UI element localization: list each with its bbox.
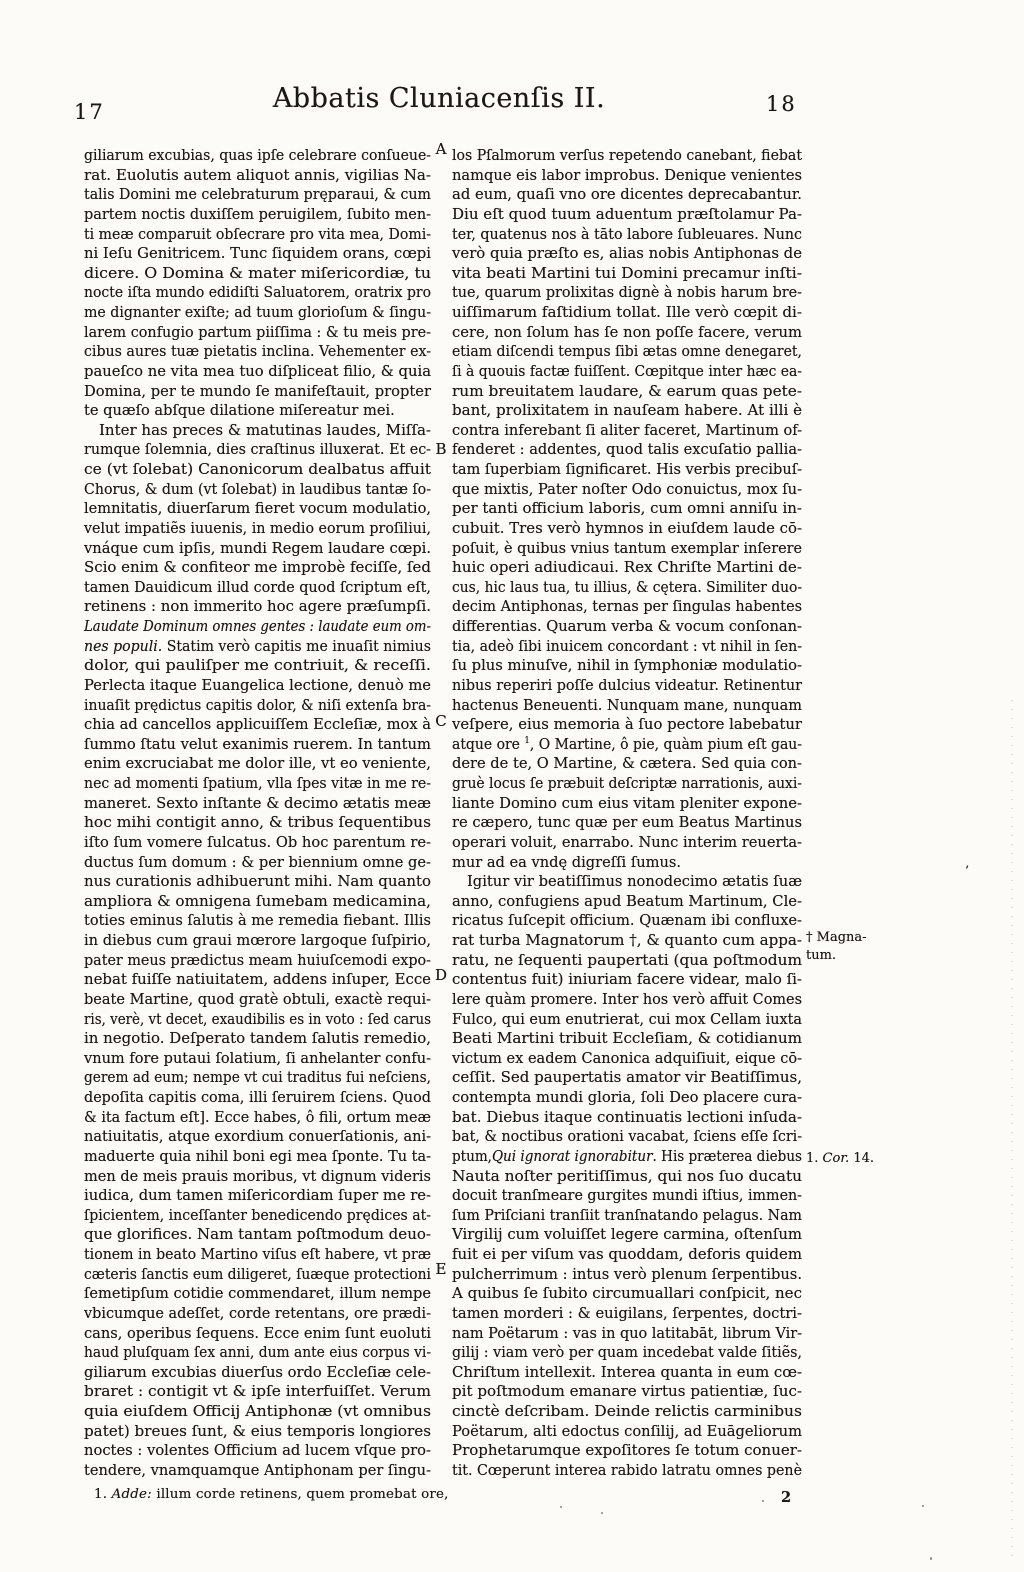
text-line: tit. Cœperunt interea rabido latratu omnes penè: [452, 1461, 802, 1479]
text-line: Poëtarum, alti edoctus conſilij, ad Euāgeliorum: [452, 1422, 802, 1440]
text-line: bat, & noctibus orationi vacabat, ſciens eſſe ſcri-: [452, 1128, 802, 1146]
text-line: fenderet : addentes, quod talis excuſatio pallia-: [452, 441, 802, 459]
text-line: huic operi adiudicaui. Rex Chriſte Martini de-: [452, 559, 802, 577]
footnote: 1. Adde: illum corde retinens, quem promebat ore,: [94, 1487, 449, 1502]
text-line: me dignanter exiſte; ad tuum glorioſum & ſingu-: [84, 304, 431, 321]
text-line: Prophetarumque expoſitores ſe totum conuer-: [452, 1442, 802, 1460]
text-line: ampliora & omnigena ſumebam medicamina,: [84, 892, 432, 910]
text-line: cinctè deſcribam. Deinde relictis carminibus: [452, 1403, 802, 1420]
text-line: in negotio. Deſperato tandem ſalutis remedio,: [84, 1030, 431, 1048]
text-line: differentias. Quarum verba & vocum conſonan-: [452, 618, 802, 635]
signature-mark: 2: [781, 1489, 792, 1506]
text-line: contempta mundi gloria, ſoli Deo placere cura-: [452, 1089, 802, 1106]
text-line: rat turba Magnatorum †, & quanto cum appa-: [452, 932, 802, 949]
text-line: inuaſit prędictus capitis dolor, & niſi extenſa bra-: [84, 696, 431, 714]
text-line: Domina, per te mundo ſe manifeſtauit, propter: [84, 382, 431, 400]
text-line: liante Domino cum eius vitam pleniter expone-: [452, 794, 802, 812]
text-line: los Pſalmorum verſus repetendo canebant, fiebat: [452, 147, 802, 164]
text-line: vita beati Martini tui Domini precamur inſti-: [452, 264, 802, 282]
text-line: ceſſit. Sed paupertatis amator vir Beatiſſimus,: [452, 1069, 802, 1087]
text-line: nocte iſta mundo edidiſti Saluatorem, oratrix pro: [84, 284, 431, 302]
text-line: bat. Diebus itaque continuatis lectioni inſuda-: [452, 1108, 802, 1126]
text-line: Fulco, qui eum enutrierat, cui mox Cellam iuxta: [452, 1010, 802, 1028]
text-line: A quibus ſe ſubito circumuallari conſpicit, nec: [452, 1285, 802, 1303]
text-line: pater meus prædictus meam huiuſcemodi expo-: [84, 951, 431, 969]
text-line: tam ſuperbiam ſignificaret. His verbis precibuſ-: [452, 461, 802, 478]
text-line: bant, prolixitatem in nauſeam habere. At illi è: [452, 402, 802, 420]
column-marker-B: B: [435, 440, 447, 458]
text-line: nus curationis adhibuerunt mihi. Nam quanto: [84, 873, 431, 891]
text-line: poſuit, è quibus vnius tantum exemplar inſerere: [452, 539, 802, 557]
scan-speck: [762, 1500, 764, 1502]
text-line: victum ex eadem Canonica adquiſiuit, eique cō-: [452, 1049, 802, 1067]
text-line: ſum Priſciani tranſiit tranſnatando pelagus. Nam: [452, 1206, 802, 1224]
text-line: namque eis labor improbus. Denique venientes: [452, 166, 802, 184]
text-line: dere de te, O Martine, & cætera. Sed quia con-: [452, 755, 802, 773]
text-line: ris, verè, vt decet, exaudibilis es in voto : ſed carus: [84, 1010, 431, 1028]
text-line: hoc mihi contigit anno, & tribus ſequentibus: [84, 814, 432, 832]
text-line: contra inferebant ſi aliter faceret, Martinum of-: [452, 421, 802, 439]
page-number-right: 18: [766, 92, 797, 116]
text-line: Diu eſt quod tuum aduentum præſtolamur Pa-: [452, 205, 802, 223]
text-line: cere, non ſolum has ſe non poſſe facere, verum: [452, 323, 802, 341]
scan-speck: [560, 1506, 562, 1508]
text-line: ſpicientem, inceſſanter benedicendo prędices at-: [84, 1206, 431, 1224]
text-line: tendere, vnamquamque Antiphonam per ſingu-: [84, 1461, 431, 1479]
text-line: iſto ſum vomere ſulcatus. Ob hoc parentum re-: [84, 833, 431, 851]
text-line: veſpere, eius memoria à ſuo pectore labebatur: [452, 716, 802, 734]
scan-edge-artifact: [1011, 700, 1013, 1560]
text-line: que mixtis, Pater noſter Odo conuictus, mox ſu-: [452, 480, 802, 498]
text-line: rumque ſolemnia, dies craſtinus illuxerat. Et ec-: [84, 441, 431, 459]
text-line: Perlecta itaque Euangelica lectione, denuò me: [84, 676, 431, 694]
text-line: nec ad momenti ſpatium, vlla ſpes vitæ in me re-: [84, 775, 431, 792]
text-line: gilij : viam verò per quam incedebat valde ſitiẽs,: [452, 1344, 802, 1362]
text-line: gruè locus ſe præbuit deſcriptæ narrationis, auxi-: [452, 775, 802, 792]
margin-note: tum.: [806, 948, 837, 963]
text-line: tue, quarum prolixitas dignè à nobis harum bre-: [452, 284, 802, 302]
text-line: retinens : non immerito hoc agere præſumpſi.: [84, 598, 431, 616]
text-line: beate Martine, quod gratè obtuli, exactè requi-: [84, 990, 431, 1008]
text-line: pulcherrimum : intus verò plenum ſerpentibus.: [452, 1265, 802, 1283]
running-title: Abbatis Cluniacenſis II.: [272, 83, 606, 114]
margin-note: 1. Cor. 14.: [806, 1151, 875, 1166]
text-line: larem confugio partum piiſſima : & tu meis pre-: [84, 323, 431, 341]
text-line: maneret. Sexto inſtante & decimo ætatis meæ: [84, 794, 432, 812]
text-line: maduerte quia nihil boni egi mea ſponte. Tu ta-: [84, 1147, 431, 1165]
text-line: Chorus, & dum (vt ſolebat) in laudibus tantæ ſo-: [84, 480, 431, 498]
text-line: giliarum excubias diuerſus ordo Eccleſiæ cele-: [84, 1363, 431, 1381]
text-line: anno, confugiens apud Beatum Martinum, Cle-: [452, 892, 802, 910]
text-line: nebat fuiſſe natiuitatem, addens inſuper, Ecce: [84, 971, 432, 989]
text-line: dicere. O Domina & mater miſericordiæ, tu: [84, 264, 431, 282]
text-line: natiuitatis, atque exordium conuerſationis, ani-: [84, 1128, 431, 1146]
text-line: ni Ieſu Genitricem. Tunc ſiquidem orans, cœpi: [84, 245, 431, 263]
text-line: Virgilij cum voluiſſet legere carmina, oſtenſum: [452, 1226, 802, 1244]
right-text-column: [452, 146, 802, 1481]
text-line: uiſſimarum faſtidium tollat. Ille verò cœpit di-: [452, 304, 802, 321]
text-line: que glorifices. Nam tantam poſtmodum deuo-: [84, 1226, 432, 1244]
text-line: cæteris ſanctis eum diligeret, ſuæque protectioni: [84, 1265, 431, 1283]
text-line: mur ad ea vndę digreſſi ſumus.: [452, 853, 682, 871]
text-line: enim excruciabat me dolor ille, vt eo veniente,: [84, 755, 431, 773]
text-line: iudica, dum tamen miſericordiam ſuper me re-: [84, 1187, 431, 1205]
scan-speck: [922, 1505, 924, 1507]
text-line: Nauta noſter peritiſſimus, qui nos ſuo ducatu: [452, 1167, 802, 1185]
text-line: talis Domini me celebraturum pręparaui, & cum: [84, 186, 431, 204]
text-line: ſu plus minuſve, nihil in ſymphoniæ modulatio-: [452, 657, 802, 675]
text-line: depoſita capitis coma, illi ſeruirem ſciens. Quod: [84, 1089, 431, 1106]
column-marker-E: E: [435, 1260, 447, 1278]
text-line: nam Poëtarum : vas in quo latitabāt, librum Vir-: [452, 1324, 802, 1342]
text-line: chia ad cancellos applicuiſſem Eccleſiæ, mox à: [84, 716, 431, 734]
text-line: lemnitatis, diuerſarum fieret vocum modulatio,: [84, 500, 431, 518]
text-line: haud pluſquam ſex anni, dum ante eius corpus vi-: [84, 1344, 431, 1362]
text-line: pit poſtmodum emanare virtus patientiæ, ſuc-: [452, 1383, 802, 1401]
text-line: ti meæ comparuit obſecrare pro vita mea, Domi-: [84, 225, 431, 243]
text-line: rat. Euolutis autem aliquot annis, vigilias Na-: [84, 166, 431, 184]
text-line: Inter has preces & matutinas laudes, Miſſa-: [99, 421, 431, 439]
text-line: Laudate Dominum omnes gentes : laudate eum om-: [84, 618, 431, 635]
text-line: braret : contigit vt & ipſe interfuiſſet. Verum: [84, 1383, 431, 1401]
text-line: tionem in beato Martino viſus eſt habere, vt præ: [84, 1246, 431, 1263]
text-line: etiam diſcendi tempus ſibi ætas omne denegaret,: [452, 343, 802, 361]
text-line: Chriſtum intellexit. Interea quanta in eum cœ-: [452, 1363, 802, 1381]
text-line: nes populi. Statim verò capitis me inuaſit nimius: [84, 637, 431, 655]
text-line: noctes : volentes Officium ad lucem vſque pro-: [84, 1442, 431, 1460]
text-line: ſi à quouis factæ fuiſſent. Cœpitque inter hæc ea-: [452, 362, 802, 380]
text-line: gerem ad eum; nempe vt cui traditus fui neſciens,: [84, 1069, 431, 1087]
text-line: tia, adeò ſibi inuicem concordant : vt nihil in ſen-: [452, 637, 802, 655]
text-line: verò quia præſto es, alias nobis Antiphonas de: [452, 245, 802, 263]
text-line: Scio enim & confiteor me improbè feciſſe, ſed: [84, 559, 431, 577]
text-line: atque ore $^1$, O Martine, ô pie, quàm pium eſt gau-: [452, 735, 802, 753]
page-number-left: 17: [74, 100, 105, 124]
text-line: in diebus cum graui mœrore largoque ſuſpirio,: [84, 932, 431, 949]
text-line: fuit ei per viſum vas quoddam, deforis quidem: [452, 1246, 802, 1263]
text-line: Beati Martini tribuit Eccleſiam, & cotidianum: [452, 1030, 802, 1048]
text-line: partem noctis duxiſſem peruigilem, ſubito men-: [84, 205, 431, 223]
text-line: cus, hic laus tua, tu illius, & cętera. Similiter duo-: [452, 578, 802, 596]
text-line: men de meis prauis moribus, vt dignum videris: [84, 1167, 431, 1185]
text-line: ductus ſum domum : & per biennium omne ge-: [84, 853, 431, 871]
text-line: nibus reperiri poſſe dulcius videatur. Retinentur: [452, 676, 802, 694]
text-line: decim Antiphonas, ternas per ſingulas habentes: [452, 598, 802, 616]
text-line: re cæpero, tunc quæ per eum Beatus Martinus: [452, 814, 802, 832]
text-line: lere quàm promere. Inter hos verò affuit Comes: [452, 990, 802, 1008]
text-line: velut impatiẽs iuuenis, in medio eorum proſiliui,: [84, 519, 431, 537]
text-line: ricatus ſuſcepit officium. Quænam ibi confluxe-: [452, 912, 802, 930]
text-line: rum breuitatem laudare, & earum quas pete-: [452, 382, 802, 400]
text-line: vnáque cum ipſis, mundi Regem laudare cœpi.: [84, 539, 431, 557]
text-line: ter, quatenus nos à tāto labore ſubleuares. Nunc: [452, 225, 802, 243]
scan-speck: ’: [965, 864, 970, 879]
text-line: paueſco ne vita mea tuo diſpliceat filio, & quia: [84, 362, 431, 380]
text-line: ad eum, quaſi vno ore dicentes deprecabantur.: [452, 186, 802, 204]
text-line: dolor, qui pauliſper me contriuit, & receſſi.: [84, 657, 431, 675]
text-line: cubuit. Tres verò hymnos in eiuſdem laude cō-: [452, 519, 802, 537]
text-line: toties eminus ſalutis à me remedia fiebant. Illis: [84, 912, 431, 930]
text-line: te quæſo abſque dilatione miſereatur mei.: [84, 402, 395, 420]
text-line: vbicumque adeſſet, corde retentans, ore prædi-: [84, 1304, 431, 1322]
text-line: patet) breues ſunt, & eius temporis longiores: [84, 1422, 431, 1440]
text-line: ſummo ſtatu velut exanimis ruerem. In tantum: [84, 735, 431, 753]
text-line: contentus fuit) iniuriam facere videar, malo ſi-: [452, 971, 802, 989]
text-line: hactenus Beneuenti. Nunquam mane, nunquam: [452, 696, 802, 714]
text-line: docuit tranſmeare gurgites mundi iſtius, immen-: [452, 1187, 802, 1205]
text-line: ptum,Qui ignorat ignorabitur. His præterea diebus: [452, 1147, 802, 1165]
text-line: vnum fore putaui ſolatium, ſi anhelanter confu-: [84, 1049, 431, 1067]
text-line: giliarum excubias, quas ipſe celebrare conſueue-: [84, 147, 431, 164]
column-marker-D: D: [434, 966, 448, 984]
margin-note: † Magna-: [806, 930, 867, 945]
text-line: per tanti officium laboris, cum omni anniſu in-: [452, 500, 802, 518]
text-line: cibus aures tuæ pietatis inclina. Vehementer ex-: [84, 343, 431, 361]
text-line: cans, operibus ſequens. Ecce enim ſunt euoluti: [84, 1324, 431, 1342]
text-line: Igitur vir beatiſſimus nonodecimo ætatis ſuæ: [467, 873, 802, 891]
text-line: tamen morderi : & euigilans, ſerpentes, doctri-: [452, 1304, 802, 1322]
text-line: operari voluit, enarrabo. Nunc interim reuerta-: [452, 833, 802, 851]
left-text-column: [84, 146, 431, 1481]
text-line: & ita factum eſt]. Ecce habes, ô fili, ortum meæ: [84, 1108, 431, 1126]
text-line: quia eiuſdem Officij Antiphonæ (vt omnibus: [84, 1403, 431, 1420]
scan-speck: [601, 1512, 603, 1514]
text-line: ſemetipſum cotidie commendaret, illum nempe: [84, 1285, 431, 1303]
text-line: ce (vt ſolebat) Canonicorum dealbatus affuit: [84, 461, 431, 478]
column-marker-A: A: [435, 140, 447, 158]
text-line: tamen Dauidicum illud corde quod ſcriptum eſt,: [84, 578, 431, 596]
text-line: ratu, ne ſequenti paupertati (qua poſtmodum: [452, 951, 802, 969]
column-marker-C: C: [435, 712, 447, 730]
scan-speck: [930, 1557, 932, 1560]
